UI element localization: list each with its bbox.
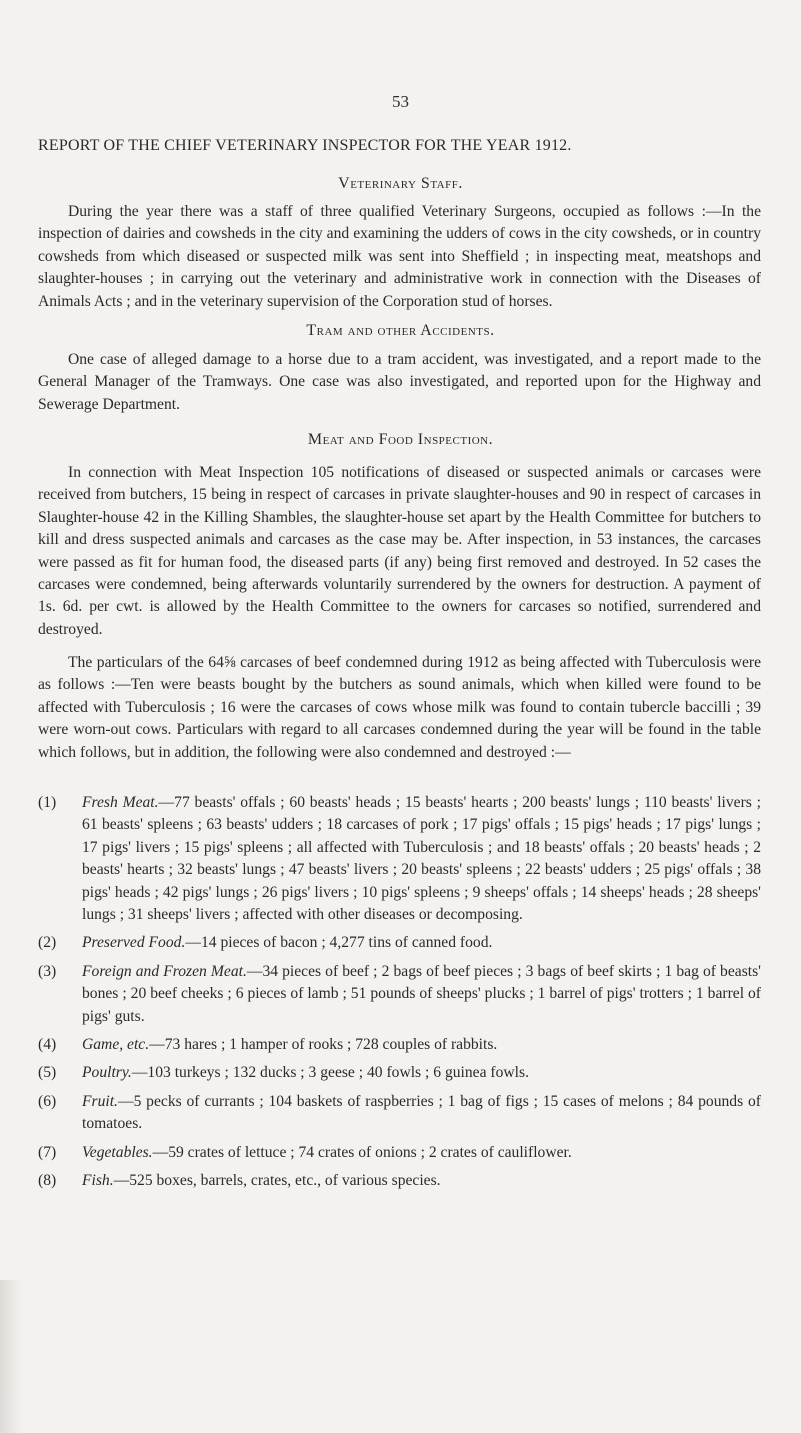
binding-shadow	[0, 1280, 22, 1433]
item-text: —34 pieces of beef ; 2 bags of beef pieces ; 3 bags of beef skirts ; 1 bag of beasts' bones ; 20 beef cheeks ; 6 pieces of lamb ; 51 pounds of sheeps' plucks ; 1 barrel of pigs' trotters ; 1 barrel of pigs' guts.	[82, 962, 761, 1025]
heading-tram-accidents: Tram and other Accidents.	[306, 322, 495, 339]
item-number: (1)	[38, 794, 57, 811]
list-item	[38, 961, 761, 1028]
paragraph-tuberculosis-particulars: The particulars of the 64⅝ carcases of beef condemned during 1912 as being affected with Tuberculosis were as follows :—Ten were beasts bought by the butchers as sound animals, which when killed were found to be affected with Tuberculosis ; 16 were the carcases of cows whose milk was found to contain tubercle baccilli ; 39 were worn-out cows. Particulars with regard to all carcases condemned during the year will be found in the table which follows, but in addition, the following were also condemned and destroyed :—	[38, 654, 761, 761]
item-text: —14 pieces of bacon ; 4,277 tins of canned food.	[185, 934, 493, 952]
item-text: —103 turkeys ; 132 ducks ; 3 geese ; 40 fowls ; 6 guinea fowls.	[131, 1064, 529, 1082]
item-number: (2)	[38, 934, 57, 952]
item-text: —525 boxes, barrels, crates, etc., of various species.	[113, 1172, 441, 1190]
item-category: Fruit.	[82, 1092, 118, 1110]
item-number: (7)	[38, 1143, 57, 1161]
paragraph-veterinary-staff: During the year there was a staff of three qualified Veterinary Surgeons, occupied as follows :—In the inspection of dairies and cowsheds in the city and examining the udders of cows in the city cowsheds, or in country cowsheds from which diseased or suspected milk was sent into Sheffield ; in inspecting meat, meatshops and slaughter-houses ; in carrying out the veterinary and administrative work in connection with the Diseases of Animals Acts ; and in the veterinary supervision of the Corporation stud of horses.	[38, 203, 761, 310]
report-title: REPORT OF THE CHIEF VETERINARY INSPECTOR FOR THE YEAR 1912.	[38, 137, 572, 154]
item-number: (3)	[38, 962, 57, 980]
list-item	[38, 1142, 761, 1164]
paragraph-meat-inspection: In connection with Meat Inspection 105 notifications of diseased or suspected animals or carcases were received from butchers, 15 being in respect of carcases in private slaughter-houses and 90 in respect of carcases in Slaughter-house 42 in the Killing Shambles, the slaughter-house set apart by the Health Committee for butchers to kill and dress suspected animals and carcases as the case may be. After inspection, in 53 instances, the carcases were passed as fit for human food, the diseased parts (if any) being first removed and destroyed. In 52 cases the carcases were condemned, being afterwards voluntarily surrendered by the owners for destruction. A payment of 1s. 6d. per cwt. is allowed by the Health Committee to the owners for carcases so notified, surrendered and destroyed.	[38, 464, 761, 638]
item-number: (4)	[38, 1036, 57, 1054]
item-number: (6)	[38, 1092, 57, 1110]
list-item	[38, 792, 761, 926]
paragraph-tram-accidents: One case of alleged damage to a horse due to a tram accident, was investigated, and a report made to the General Manager of the Tramways. One case was also investigated, and reported upon for the Highway and Sewerage Department.	[38, 351, 761, 413]
heading-veterinary-staff: Veterinary Staff.	[338, 175, 463, 192]
item-category: Vegetables.	[82, 1143, 153, 1161]
condemned-items-list	[38, 792, 761, 1199]
list-item	[38, 1062, 761, 1084]
item-category: Game, etc.	[82, 1036, 150, 1054]
item-category: Fish.	[82, 1172, 114, 1190]
item-text: —77 beasts' offals ; 60 beasts' heads ; 15 beasts' hearts ; 200 beasts' lungs ; 110 beasts' livers ; 61 beasts' spleens ; 63 beasts' udders ; 18 carcases of pork ; 17 pigs' offals ; 15 pigs' heads ; 17 pigs' lungs ; 17 pigs' livers ; 15 pigs' spleens ; all affected with Tuberculosis ; and 18 beasts' offals ; 20 beasts' heads ; 2 beasts' hearts ; 32 beasts' lungs ; 47 beasts' livers ; 20 beasts' spleens ; 22 beasts' udders ; 25 pigs' offals ; 38 pigs' heads ; 42 pigs' lungs ; 26 pigs' livers ; 10 pigs' spleens ; 9 sheeps' offals ; 14 sheeps' heads ; 28 sheeps' lungs ; 31 sheeps' livers ; affected with other diseases or decomposing.	[82, 794, 761, 924]
list-item	[38, 932, 761, 954]
item-text: —59 crates of lettuce ; 74 crates of onions ; 2 crates of cauliflower.	[152, 1143, 572, 1161]
heading-meat-food-inspection: Meat and Food Inspection.	[307, 431, 494, 448]
item-category: Poultry.	[82, 1064, 132, 1082]
item-text: —73 hares ; 1 hamper of rooks ; 728 couples of rabbits.	[149, 1036, 498, 1054]
item-number: (8)	[38, 1172, 57, 1190]
list-item	[38, 1034, 761, 1056]
list-item	[38, 1091, 761, 1136]
item-category: Foreign and Frozen Meat.	[82, 962, 247, 980]
page-number: 53	[392, 92, 409, 111]
item-category: Fresh Meat.	[82, 794, 159, 811]
list-item	[38, 1170, 761, 1192]
item-text: —5 pecks of currants ; 104 baskets of raspberries ; 1 bag of figs ; 15 cases of melons ; 84 pounds of tomatoes.	[82, 1092, 761, 1133]
item-number: (5)	[38, 1064, 57, 1082]
item-category: Preserved Food.	[82, 934, 186, 952]
